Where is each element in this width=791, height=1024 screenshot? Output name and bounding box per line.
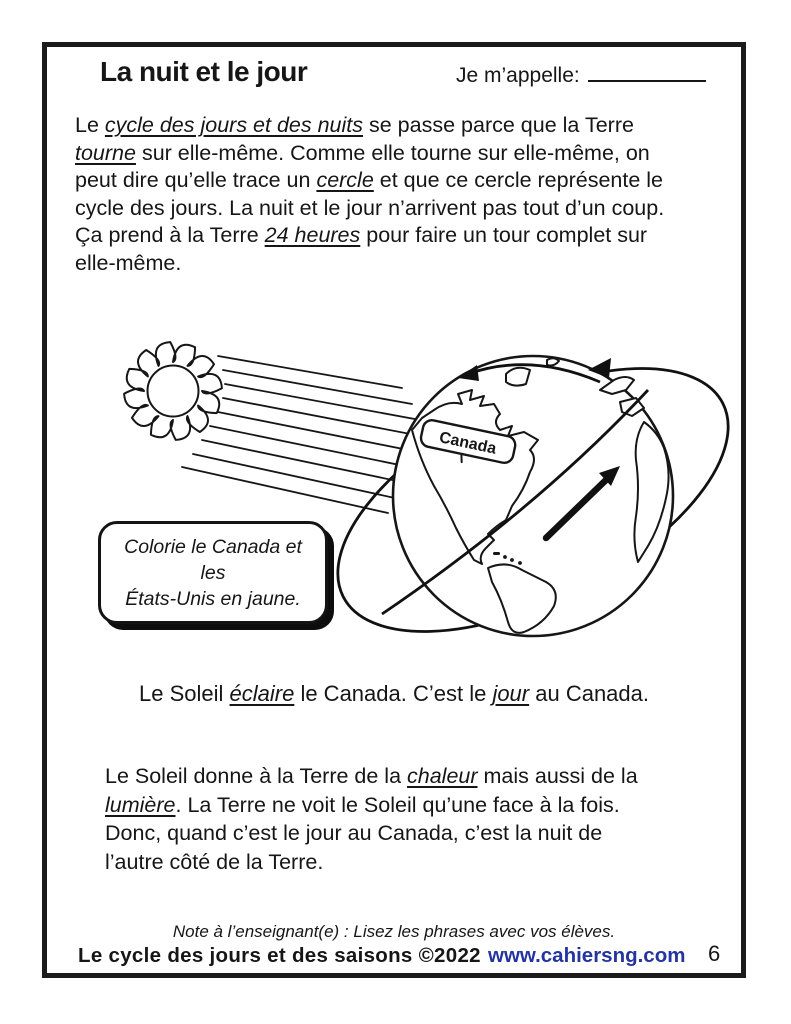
page-title: La nuit et le jour: [100, 56, 308, 87]
canada-label-text: Canada: [437, 429, 498, 458]
caption-sentence: Le Soleil éclaire le Canada. C’est le jour au Canada.: [139, 681, 649, 706]
sun-icon: [124, 342, 222, 440]
page-number: 6: [708, 941, 721, 966]
coloring-instruction-box: [98, 521, 328, 624]
name-label: Je m’appelle:: [456, 64, 580, 87]
earth-globe-icon: [393, 356, 673, 636]
instruction-line-2: États-Unis en jaune.: [125, 588, 301, 610]
footer-website-link[interactable]: www.cahiersng.com: [488, 944, 686, 967]
instruction-line-1: Colorie le Canada et les: [124, 536, 302, 584]
name-blank-field[interactable]: [588, 62, 706, 82]
footer-book-title: Le cycle des jours et des saisons ©2022: [78, 944, 481, 967]
teacher-note: Note à l’enseignant(e) : Lisez les phrases avec vos élèves.: [172, 922, 616, 941]
intro-paragraph: Le cycle des jours et des nuits se passe parce que la Terre tourne sur elle-même. Comme elle tourne sur elle-même, on peut dire qu’elle trace un cercle et que ce cercle représente le cycle des jours. La nuit et le jour n’arrivent pas tout d’un coup. Ça prend à la Terre 24 heures pour faire un tour complet sur elle-même.: [75, 113, 665, 275]
name-line: [456, 62, 706, 88]
body-paragraph: Le Soleil donne à la Terre de la chaleur mais aussi de la lumière. La Terre ne voit le Soleil qu’une face à la fois. Donc, quand c’est le jour au Canada, c’est la nuit de l’autre côté de la Terre.: [105, 764, 638, 874]
greenland-outline: [506, 368, 530, 386]
